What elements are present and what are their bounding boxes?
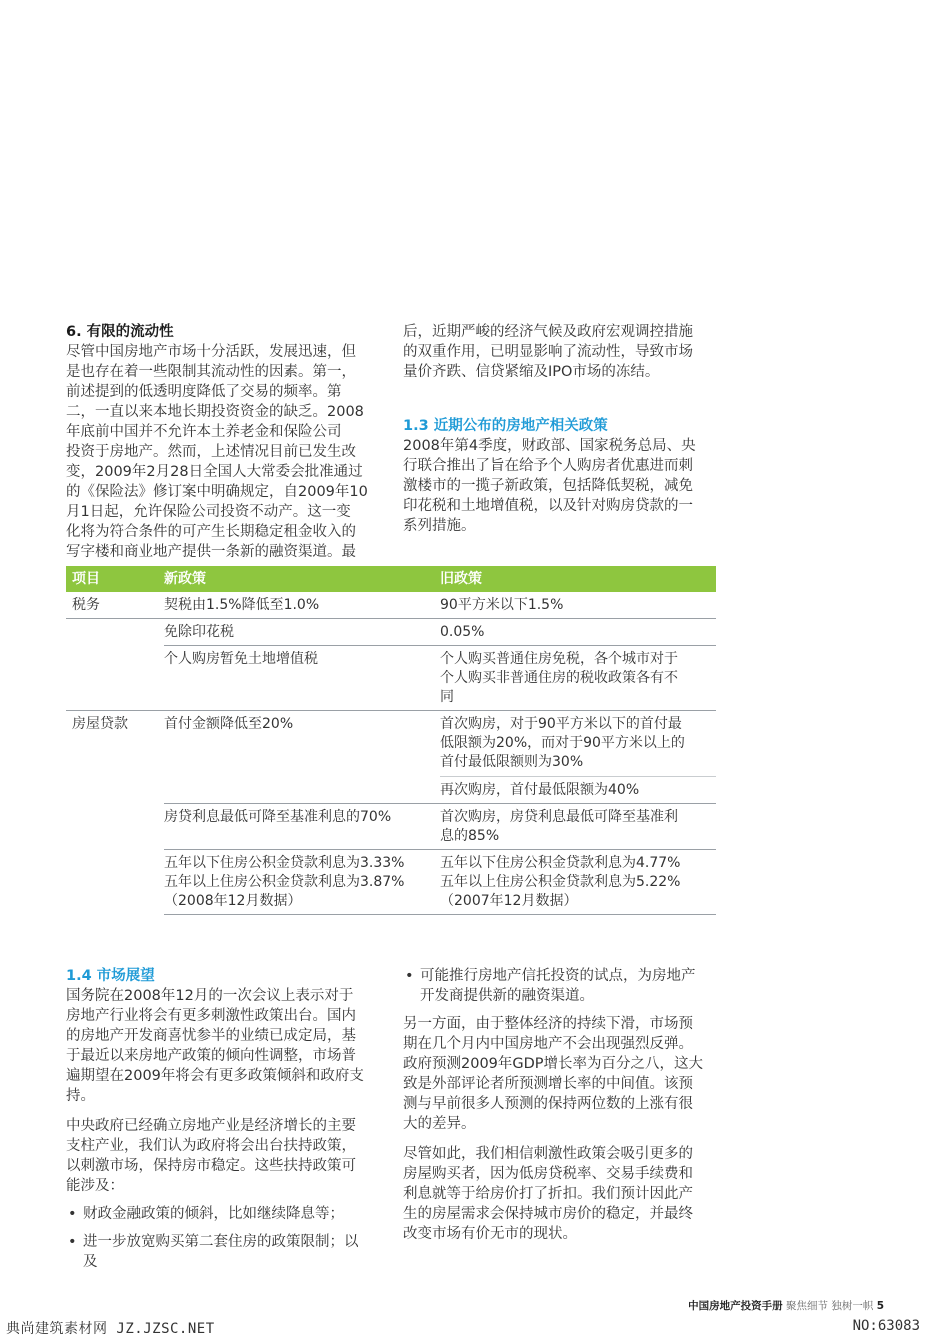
paragraph-line: 化将为符合条件的可产生长期稳定租金收入的: [66, 524, 356, 540]
paragraph-line: 月1日起，允许保险公司投资不动产。这一变: [66, 504, 351, 520]
page-footer: [688, 1298, 884, 1313]
header-item: 项目: [72, 570, 100, 587]
paragraph-line: 房屋购买者，因为低房贷税率、交易手续费和: [403, 1166, 693, 1182]
paragraph-line: 量价齐跌、信贷紧缩及IPO市场的冻结。: [403, 364, 660, 380]
paragraph-line: 改变市场有价无市的现状。: [403, 1226, 577, 1242]
bullet-text: 及: [83, 1254, 98, 1270]
table-cell-category: [66, 850, 164, 915]
table-cell-new: 免除印花税: [164, 619, 436, 646]
table-cell-category: [66, 646, 164, 711]
bullet-text: 进一步放宽购买第二套住房的政策限制；以: [83, 1234, 359, 1250]
table-cell-old: [436, 804, 716, 850]
paragraph-line: 的双重作用，已明显影响了流动性，导致市场: [403, 344, 693, 360]
paragraph-line: 年底前中国并不允许本土养老金和保险公司: [66, 424, 342, 440]
policy-table: [66, 566, 716, 915]
paragraph-line: 系列措施。: [403, 518, 476, 534]
table-cell-category: [66, 619, 164, 646]
paragraph-line: 国务院在2008年12月的一次会议上表示对于: [66, 988, 354, 1004]
table-cell-new: 首付金额降低至20%: [164, 711, 436, 804]
table-cell-category: 税务: [66, 592, 164, 619]
paragraph-line: 尽管如此，我们相信刺激性政策会吸引更多的: [403, 1146, 693, 1162]
cell-line: （2008年12月数据）: [164, 893, 302, 909]
bullet-text: 可能推行房地产信托投资的试点，为房地产: [420, 968, 696, 984]
paragraph-line: 于最近以来房地产政策的倾向性调整，市场普: [66, 1048, 356, 1064]
cell-line: 个人购买普通住房免税，各个城市对于: [440, 651, 678, 667]
cell-line: 再次购房，首付最低限额为40%: [440, 782, 640, 798]
paragraph-line: 大的差异。: [403, 1116, 476, 1132]
cell-line: 个人购买非普通住房的税收政策各有不: [440, 670, 678, 686]
table-cell-old: [436, 711, 716, 804]
paragraph-line: 后，近期严峻的经济气候及政府宏观调控措施: [403, 324, 693, 340]
paragraph-line: 期在几个月内中国房地产不会出现强烈反弹。: [403, 1036, 693, 1052]
paragraph-line: 遍期望在2009年将会有更多政策倾斜和政府支: [66, 1068, 364, 1084]
table-cell-old: [436, 850, 716, 915]
paragraph-line: 激楼市的一揽子新政策，包括降低契税，减免: [403, 478, 693, 494]
header-old-policy: 旧政策: [440, 570, 482, 587]
footer-title: 中国房地产投资手册: [688, 1300, 783, 1312]
table-cell-new: 契税由1.5%降低至1.0%: [164, 592, 436, 619]
table-row: [66, 619, 716, 646]
table-cell-new: 房贷利息最低可降至基准利息的70%: [164, 804, 436, 850]
cell-line: 同: [440, 689, 454, 705]
table-row: [66, 711, 716, 804]
paragraph-line: 二，一直以来本地长期投资资金的缺乏。2008: [66, 404, 364, 420]
table-cell-new: 个人购房暂免土地增值税: [164, 646, 436, 711]
bullet-text: 开发商提供新的融资渠道。: [420, 988, 594, 1004]
section-1-3-heading: 1.3 近期公布的房地产相关政策: [403, 418, 608, 434]
footer-subtitle: 聚焦细节 独树一帜: [786, 1300, 874, 1312]
table-cell-old: 90平方米以下1.5%: [436, 592, 716, 619]
paragraph-line: 中央政府已经确立房地产业是经济增长的主要: [66, 1118, 356, 1134]
table-row: [66, 850, 716, 915]
cell-line: 五年以下住房公积金贷款利息为3.33%: [164, 855, 405, 871]
bullet-item: [403, 966, 723, 1006]
cell-line: 五年以上住房公积金贷款利息为3.87%: [164, 874, 405, 890]
paragraph-line: 致是外部评论者所预测增长率的中间值。该预: [403, 1076, 693, 1092]
table-header: [66, 566, 716, 592]
table-cell-old: 0.05%: [436, 619, 716, 646]
cell-line: 首次购房，对于90平方米以下的首付最: [440, 716, 682, 732]
bullet-icon: •: [68, 1234, 77, 1250]
table-row: [66, 592, 716, 619]
paragraph-line: 印花税和土地增值税，以及针对购房贷款的一: [403, 498, 693, 514]
table-row: [66, 646, 716, 711]
paragraph-line: 的房地产开发商喜忧参半的业绩已成定局，基: [66, 1028, 356, 1044]
paragraph-line: 的《保险法》修订案中明确规定，自2009年10: [66, 484, 368, 500]
cell-line: （2007年12月数据）: [440, 893, 578, 909]
section-6: [66, 322, 386, 562]
watermark-right: NO:63083: [852, 1318, 920, 1334]
header-new-policy: 新政策: [164, 570, 206, 587]
table-cell-new: [164, 850, 436, 915]
paragraph-line: 持。: [66, 1088, 95, 1104]
table-row: [66, 804, 716, 850]
section-1-4-heading: 1.4 市场展望: [66, 968, 155, 984]
cell-line: 五年以上住房公积金贷款利息为5.22%: [440, 874, 681, 890]
paragraph-line: 变，2009年2月28日全国人大常委会批准通过: [66, 464, 363, 480]
table-cell-category: 房屋贷款: [72, 716, 128, 732]
bullet-icon: •: [405, 968, 414, 984]
section-6-continued: [403, 322, 723, 382]
paragraph-line: 是也存在着一些限制其流动性的因素。第一，: [66, 364, 356, 380]
paragraph-line: 政府预测2009年GDP增长率为百分之八，这大: [403, 1056, 704, 1072]
paragraph-line: 另一方面，由于整体经济的持续下滑，市场预: [403, 1016, 693, 1032]
watermark-left: 典尚建筑素材网 JZ.JZSC.NET: [6, 1321, 215, 1337]
paragraph-line: 房地产行业将会有更多刺激性政策出台。国内: [66, 1008, 356, 1024]
paragraph-line: 写字楼和商业地产提供一条新的融资渠道。最: [66, 544, 356, 560]
cell-line: 首付最低限额则为30%: [440, 754, 584, 770]
section-1-4-continued: [403, 966, 723, 1244]
section-1-4: [66, 966, 386, 1272]
section-1-3: [403, 416, 723, 536]
paragraph-line: 投资于房地产。然而，上述情况目前已发生改: [66, 444, 356, 460]
section-6-heading: 6. 有限的流动性: [66, 324, 174, 340]
cell-subblock: [440, 715, 716, 777]
paragraph-line: 能涉及：: [66, 1178, 124, 1194]
bullet-item: [66, 1232, 386, 1272]
table-cell-category: [66, 804, 164, 850]
paragraph-line: 利息就等于给房价打了折扣。我们预计因此产: [403, 1186, 693, 1202]
bullet-text: 财政金融政策的倾斜，比如继续降息等；: [83, 1206, 344, 1222]
paragraph-line: 尽管中国房地产市场十分活跃，发展迅速，但: [66, 344, 356, 360]
paragraph-line: 行联合推出了旨在给予个人购房者优惠进而刺: [403, 458, 693, 474]
paragraph-line: 测与早前很多人预测的保持两位数的上涨有很: [403, 1096, 693, 1112]
paragraph-line: 2008年第4季度，财政部、国家税务总局、央: [403, 438, 696, 454]
cell-line: 五年以下住房公积金贷款利息为4.77%: [440, 855, 681, 871]
bullet-item: [66, 1204, 386, 1224]
cell-line: 首次购房，房贷利息最低可降至基准利: [440, 809, 678, 825]
cell-line: 低限额为20%，而对于90平方米以上的: [440, 735, 685, 751]
table-cell-old: [436, 646, 716, 711]
paragraph-line: 以刺激市场，保持房市稳定。这些扶持政策可: [66, 1158, 356, 1174]
bullet-icon: •: [68, 1206, 77, 1222]
paragraph-line: 支柱产业，我们认为政府将会出台扶持政策，: [66, 1138, 356, 1154]
cell-line: 息的85%: [440, 828, 500, 844]
paragraph-line: 前述提到的低透明度降低了交易的频率。第: [66, 384, 342, 400]
page-number: 5: [876, 1300, 884, 1312]
paragraph-line: 生的房屋需求会保持城市房价的稳定，并最终: [403, 1206, 693, 1222]
